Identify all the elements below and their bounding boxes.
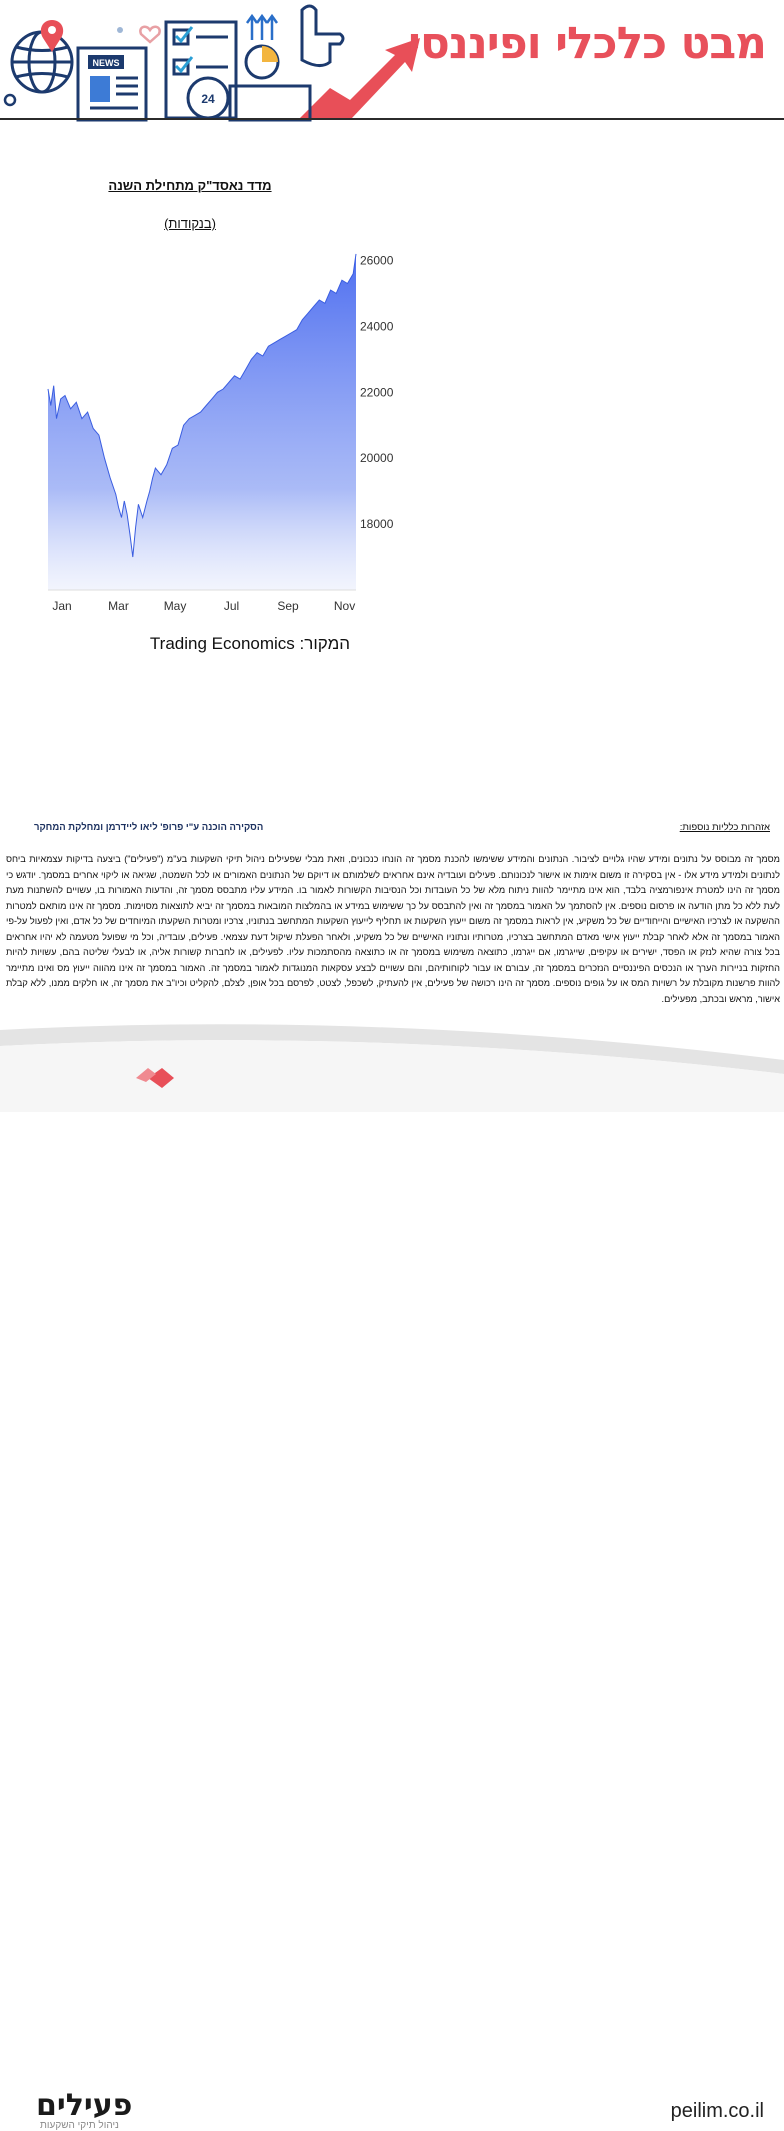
up-arrows-icon xyxy=(247,16,277,40)
heart-icon xyxy=(140,27,159,42)
globe-icon xyxy=(12,32,72,92)
y-tick-label: 18000 xyxy=(360,517,394,532)
x-tick-label: Nov xyxy=(333,599,356,613)
footer-wave xyxy=(0,1020,784,1112)
clock-label: 24 xyxy=(201,92,215,106)
footer-brand: פעילים xyxy=(36,2088,133,2123)
header-divider xyxy=(0,118,784,120)
hand-icon xyxy=(302,6,343,66)
x-tick-label: Mar xyxy=(108,599,129,613)
y-tick-label: 22000 xyxy=(360,385,394,400)
disclaimer-body: מסמך זה מבוסס על נתונים ומידע שהיו גלויים לציבור. הנתונים והמידע ששימשו להכנת מסמך זה הונחו כנכונים, וזאת מבלי שפעילים ניהול תיקי השקעות בע"מ ("פעילים") ביצעה בדיקות עצמאיות ביחס לנתונים ולמידע מידע אלו - אין בסקירה זו משום אימות או אישור לנכונותם. פעילים ועובדיה אינם אחראים לשלמותם או דיוקם של הנתונים האמורים או לכל השמטה, שגיאה או ליקוי אחרים במסמך. יודגש כי מסמך זה הינו למטרת אינפורמציה בלבד, הוא אינו מתיימר להוות ניתוח מלא של כל העובדות וכל הנסיבות הקשורות לאמור בו. המידע עליו מתבסס מסמך זה, והדעות האמורות בו, עשויים להשתנות מעת לעת ללא כל מתן הודעה או פרסום נוספים. אין להסתמך על האמור במסמך זה ואין להתבסס על כך ששימוש במידע או בהמלצות המובאות במסמך זה יביא לתוצאות מסוימות. מסמך זה אינו מותאם למטרות ההשקעה או לצרכיו האישיים והייחודיים של כל משקיע, אין לראות במסמך זה משום ייעוץ השקעות או תחליף לייעוץ השקעות המתחשב בנתוניו, צרכיו ומטרות השקעתו המיוחדים של כל אדם, ואין לפעול על-פי האמור במסמך זה אלא לאחר קבלת ייעוץ אישי מאדם המתחשב בצרכיו, מטרותיו ונתוניו האישיים של כל משקיע, ולאחר הפעלת שיקול דעת עצמאי. פעילים, עובדיה, וכל מי שפועל מטעמה לא יהיו אחראים בכל צורה שהיא לנזק או הפסד, ישירים או עקיפים, שייגרמו, אם ייגרמו, כתוצאה משימוש במסמך זה או כתוצאה מהסתמכות עליו. לפעילים, או לחברות קשורות אליה, או לבעלי שליטה בהם, עשויות להיות החזקות בניירות הערך או הנכסים הפיננסיים הנזכרים במסמך זה, עבורם או עבור לקוחותיהם, והם עשויים לבצע עסקאות המנוגדות לאמור במסמך זה. האמור במסמך זה אינו מהווה ייעוץ מס ואינו מתיימר להוות פרשנות מקובלת על רשויות המס או על גופים נוספים. מסמך זה הינו רכושה של פעילים, אין להעתיק, לשכפל, לצטט, לפרסם בכל אופן, לצלם, להקליט וכיו"ב את מסמך זה, או חלקים ממנו, ללא קבלת אישור, מראש ובכתב, מפעילים. xyxy=(6,854,780,1004)
y-tick-label: 24000 xyxy=(360,319,394,334)
disclaimer-heading: אזהרות כלליות נוספות: xyxy=(679,822,770,833)
brand-title: מבט כלכלי ופיננסי xyxy=(408,18,766,69)
map-pin-icon xyxy=(41,20,63,52)
y-tick-label: 26000 xyxy=(360,253,394,268)
series-area-fill xyxy=(48,254,356,590)
y-tick-label: 20000 xyxy=(360,451,394,466)
x-tick-label: Sep xyxy=(277,599,299,613)
nasdaq-area-chart xyxy=(44,238,394,618)
x-tick-label: May xyxy=(163,599,187,613)
prepared-by: הסקירה הוכנה ע"י פרופ' ליאו ליידרמן ומחלקת המחקר xyxy=(34,822,264,833)
chart-subtitle: (בנקודות) xyxy=(164,216,216,231)
footer-brand-sub: ניהול תיקי השקעות xyxy=(40,2120,119,2131)
pie-chart-icon xyxy=(246,46,278,78)
page-footer xyxy=(0,1020,784,2131)
news-label: NEWS xyxy=(92,58,120,68)
chart-source: המקור: Trading Economics xyxy=(149,634,351,653)
chart-title: מדד נאסד"ק מתחילת השנה xyxy=(108,178,272,193)
x-tick-label: Jul xyxy=(223,599,240,613)
x-tick-label: Jan xyxy=(52,599,72,613)
page-header xyxy=(0,0,784,122)
footer-website-link[interactable]: peilim.co.il xyxy=(670,2100,764,2122)
